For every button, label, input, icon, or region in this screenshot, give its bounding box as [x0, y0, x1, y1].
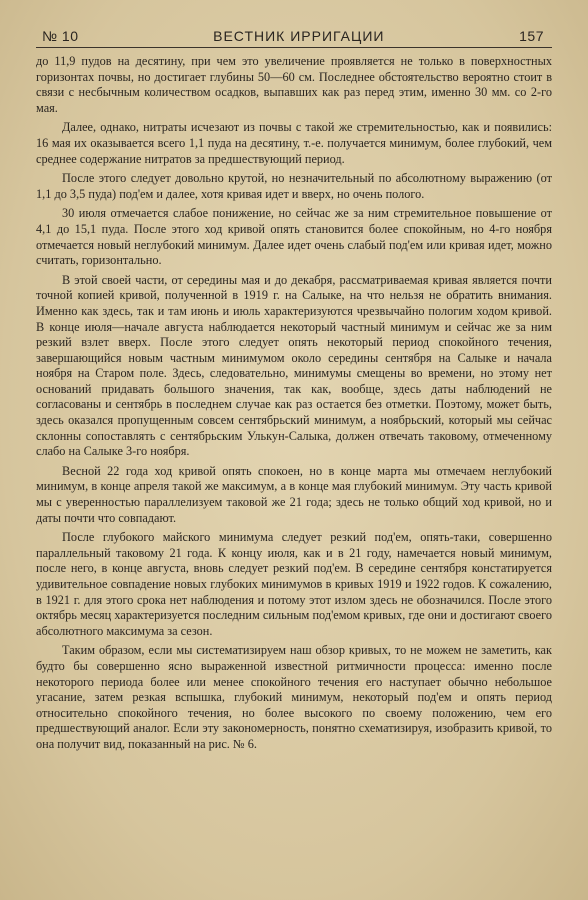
paragraph: Весной 22 года ход кривой опять спокоен, но в конце марта мы отмечаем неглубокий минимум, в конце апреля такой же максимум, а в конце мая глубокий минимум. Эту часть кривой мы с уверенностью параллелизуем таковой же 21 года; здесь не только общий ход кривой, но и даты почти что совпадают. — [36, 463, 552, 525]
journal-title: ВЕСТНИК ИРРИГАЦИИ — [213, 28, 385, 44]
paragraph: В этой своей части, от середины мая и до декабря, рассматриваемая кривая является почти точной копией кривой, полученной в 1919 г. на Салыке, на что нельзя не обратить внимания. Именно как здесь, так и там июнь и июль характеризуются чрезвычайно пологим ходом кривой. В конце июля—начале августа наблюдается некоторый частный минимум и сейчас же за ним резкий взлет вверх. После этого следует опять некоторый период спокойного течения, завершающийся новым частным минимумом около середины сентября на Салыке и начала ноября на Старом поле. Здесь, следовательно, минимумы смещены во времени, но этому нет оснований придавать большого значения, так как, вообще, здесь даты наблюдений не согласованы и сентябрь в последнем случае как раз остается без отметки. Поэтому, может быть, здесь оказался пропущенным совсем сентябрьский минимум, а ноябрьский, который мы сейчас склонны сопоставлять с сентябрьским Улькун-Салыка, должен отвечать таковому, отмеченному слабо на Салыке 3-го ноября. — [36, 272, 552, 459]
body-text — [36, 54, 552, 753]
issue-number: № 10 — [42, 28, 79, 44]
paragraph: Таким образом, если мы систематизируем наш обзор кривых, то не можем не заметить, как будто бы совершенно ясно выраженной известной ритмичности процесса: именно после некоторого периода более или менее спокойного течения его наступает обычно небольшое угасание, затем резкая вспышка, глубокий минимум, некоторый под'ем и опять период относительно спокойного течения, но более высокого по своему положению, чем его предшествующий аналог. Если эту закономерность, понятно схематизируя, изобразить кривой, то она получит вид, показанный на рис. № 6. — [36, 643, 552, 751]
paragraph: После этого следует довольно крутой, но незначительный по абсолютному выражению (от 1,1 до 3,5 пуда) под'ем и далее, хотя кривая идет и вверх, но очень полого. — [36, 171, 552, 201]
paragraph: Далее, однако, нитраты исчезают из почвы с такой же стремительностью, как и появились: 16 мая их оказывается всего 1,1 пуда на десятину, т.-е. получается минимум, более глубокий, чем среднее содержание нитратов за предшествующий период. — [36, 120, 552, 166]
paragraph: После глубокого майского минимума следует резкий под'ем, опять-таки, совершенно параллельный таковому 21 года. К концу июля, как и в 21 году, намечается новый минимум, после него, в конце августа, вновь следует резкий под'ем. В середине сентября констатируется удивительное совпадение новых глубоких минимумов в кривых 1919 и 1922 годов. К сожалению, в 1921 г. для этого срока нет наблюдения и потому этот излом здесь не обозначился. После этого октябрь месяц характеризуется последним сильным под'емом кривых, где они и достигают своего абсолютного максимума за сезон. — [36, 530, 552, 638]
running-head — [36, 28, 552, 48]
paragraph-continued: до 11,9 пудов на десятину, при чем это увеличение проявляется не только в поверхностных горизонтах почвы, но достигает глубины 50—60 см. Последнее обстоятельство вероятно стоит в связи с несбычным количеством осадков, выпавших как раз перед этим, именно 30 мм. со 2-го мая. — [36, 54, 552, 115]
paragraph: 30 июля отмечается слабое понижение, но сейчас же за ним стремительное повышение от 4,1 до 15,1 пуда. После этого ход кривой опять становится более спокойным, но 4-го ноября отмечается новый неглубокий минимум. Далее идет очень слабый под'ем или кривая идет, можно считать, горизонтально. — [36, 206, 552, 268]
page-number: 157 — [519, 28, 544, 44]
